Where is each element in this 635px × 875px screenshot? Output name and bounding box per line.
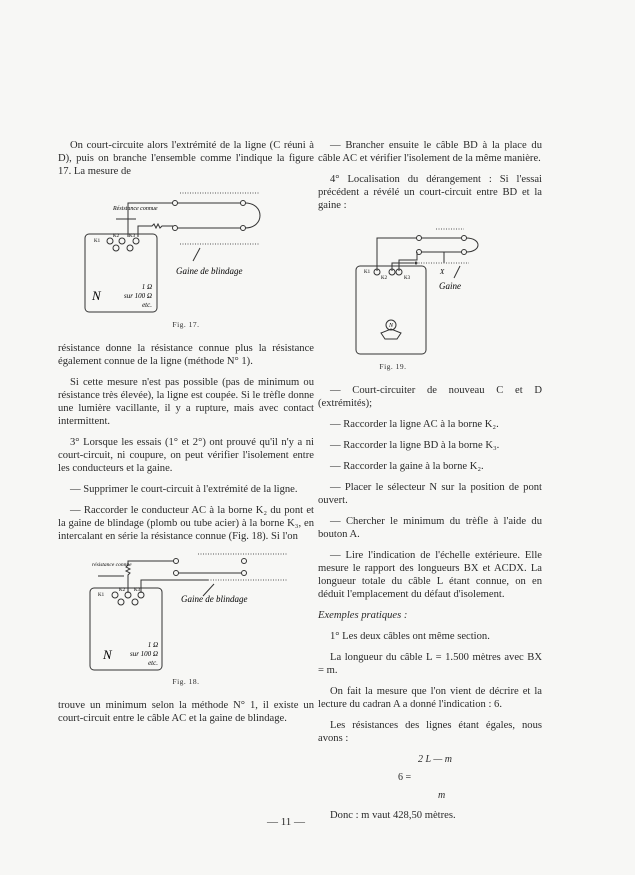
paragraph: — Brancher ensuite le câble BD à la place du câble AC et vérifier l'isolement de la même manière. <box>318 140 542 164</box>
sheath-label: Gaine de blindage <box>176 266 243 276</box>
terminal-k2: K2 <box>113 234 120 239</box>
terminal-k2: K2 <box>381 276 388 281</box>
left-column <box>58 139 314 733</box>
resistance-label: Résistance connue <box>113 206 158 212</box>
scale-label: etc. <box>142 301 152 309</box>
paragraph: On court-circuite alors l'extrémité de la ligne (C réuni à D), puis on branche l'ensemble comme l'indique la figure 17. La mesure de <box>58 140 314 177</box>
terminal-k1: K1 <box>364 270 371 275</box>
figure-18-caption: Fig. 18. <box>172 677 200 686</box>
scale-label: 1 Ω <box>147 641 158 649</box>
scale-label: etc. <box>148 659 158 667</box>
terminal-k1: K1 <box>98 593 105 598</box>
terminal-k3: K3 <box>129 234 136 239</box>
terminal-k3: K3 <box>134 588 141 593</box>
figure-19-diagram <box>354 226 514 358</box>
paragraph: — Supprimer le court-circuit à l'extrémité de la ligne. <box>70 484 298 495</box>
box-letter: N <box>103 647 112 662</box>
paragraph: — Placer le sélecteur N sur la position de pont ouvert. <box>318 482 542 506</box>
paragraph: — Court-circuiter de nouveau C et D (extrémités); <box>318 385 542 409</box>
figure-17-caption: Fig. 17. <box>172 320 200 329</box>
paragraph: 4° Localisation du dérangement : Si l'essai précédent a révélé un court-circuit entre BD et la gaine : <box>318 174 542 211</box>
sheath-label: Gaine <box>439 281 461 291</box>
x-label: X <box>440 268 445 276</box>
examples-heading: Exemples pratiques : <box>318 610 408 621</box>
paragraph: — Raccorder la ligne AC à la borne K₂. <box>330 419 499 430</box>
box-letter: N <box>92 288 101 303</box>
formula-lhs: 6 = <box>398 772 412 783</box>
formula-numerator: 2 L — m <box>418 754 452 765</box>
paragraph: La longueur du câble L = 1.500 mètres avec BX = m. <box>318 652 542 676</box>
figure-18-diagram <box>88 551 298 673</box>
terminal-k2: K2 <box>119 588 126 593</box>
figure-17-diagram <box>80 186 290 316</box>
formula-denominator: m <box>438 790 446 801</box>
paragraph: — Lire l'indication de l'échelle extérieure. Elle mesure le rapport des longueurs BX et ACDX. La longueur totale du câble L étant connue, on en déduit l'emplacement du défaut d'isolement. <box>318 550 542 600</box>
sheath-label: Gaine de blindage <box>181 594 248 604</box>
paragraph: résistance donne la résistance connue plus la résistance également connue de la ligne (méthode N° 1). <box>58 343 314 367</box>
paragraph: — Chercher le minimum du trèfle à l'aide du bouton A. <box>318 516 542 540</box>
paragraph: — Raccorder la gaine à la borne K₂. <box>330 461 484 472</box>
resistance-label: résistance connue <box>92 562 132 568</box>
selector-knob-icon <box>381 320 401 339</box>
scale-label: sur 100 Ω <box>129 650 158 658</box>
selector-letter: N <box>388 323 394 329</box>
figure-19 <box>354 226 542 358</box>
paragraph: 3° Lorsque les essais (1° et 2°) ont prouvé qu'il n'y a ni court-circuit, ni coupure, on peut vérifier l'isolement entre les conducteurs et la gaine. <box>58 437 314 474</box>
paragraph: Les résistances des lignes étant égales, nous avons : <box>318 720 542 744</box>
formula <box>318 753 542 803</box>
terminal-k1: K1 <box>94 239 101 244</box>
paragraph: Donc : m vaut 428,50 mètres. <box>330 810 456 821</box>
paragraph: Si cette mesure n'est pas possible (pas de minimum ou résistance très élevée), la ligne est coupée. Si le trèfle donne une lumière vacillante, il y a rupture, mais avec contact intermittent. <box>58 377 314 427</box>
scale-label: sur 100 Ω <box>123 292 152 300</box>
paragraph: 1° Les deux câbles ont même section. <box>330 631 490 642</box>
paragraph: On fait la mesure que l'on vient de décrire et la lecture du cadran A a donné l'indication : 6. <box>318 686 542 710</box>
page-number: — 11 — <box>266 816 306 828</box>
right-column <box>318 139 542 830</box>
paragraph: trouve un minimum selon la méthode N° 1, il existe un court-circuit entre le câble AC et la gaine de blindage. <box>58 700 314 724</box>
paragraph: — Raccorder la ligne BD à la borne K₃. <box>330 440 500 451</box>
terminal-k3: K3 <box>404 276 411 281</box>
paragraph: — Raccorder le conducteur AC à la borne K₂ du pont et la gaine de blindage (plomb ou tube acier) à la borne K₃, en intercalant en série la résistance connue (Fig. 18). Si l'on <box>58 505 314 542</box>
figure-18 <box>88 551 314 673</box>
figure-19-caption: Fig. 19. <box>379 362 407 371</box>
scale-label: 1 Ω <box>141 283 152 291</box>
figure-17 <box>80 186 314 316</box>
